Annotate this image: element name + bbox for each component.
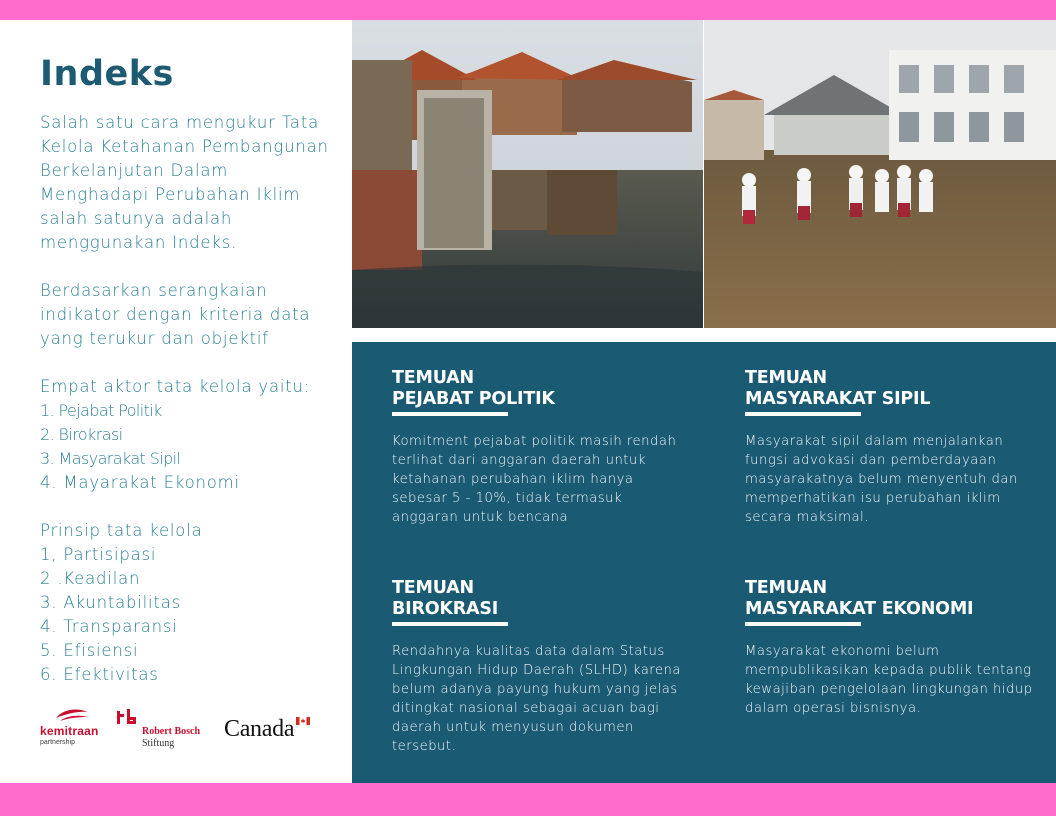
finding-heading-line2: BIROKRASI [392, 599, 499, 619]
bottom-pink-bar [0, 783, 1056, 816]
list-item: 2 .Keadilan [40, 569, 141, 588]
finding-masyarakat-ekonomi [745, 578, 1035, 718]
findings-panel [352, 342, 1056, 783]
heading-underline [392, 412, 508, 416]
heading-underline [745, 622, 861, 626]
finding-heading-line1: TEMUAN [745, 578, 827, 598]
heading-underline [392, 622, 508, 626]
canada-wordmark: Canada [224, 716, 295, 742]
canada-flag-icon [296, 717, 310, 725]
intro-paragraph: Salah satu cara mengukur Tata Kelola Ketahanan Pembangunan Berkelanjutan Dalam Menghadapi Perubahan Iklim salah satunya adalah menggunakan Indeks. [40, 113, 329, 252]
principles-list [40, 543, 330, 687]
finding-heading-line1: TEMUAN [392, 368, 474, 388]
list-item: 1, Partisipasi [40, 545, 157, 564]
kemitraan-sub: partnership [40, 739, 76, 746]
kemitraan-name: kemitraan [40, 724, 99, 738]
bosch-logo [116, 708, 216, 752]
flooded-school-photo [704, 20, 1056, 328]
finding-heading-line1: TEMUAN [745, 368, 827, 388]
list-item: 4. Transparansi [40, 617, 178, 636]
finding-birokrasi [392, 578, 682, 756]
basis-paragraph: Berdasarkan serangkaian indikator dengan kriteria data yang terukur dan objektif [40, 281, 311, 348]
finding-text: Rendahnya kualitas data dalam Status Lingkungan Hidup Daerah (SLHD) karena belum adanya payung hukum yang jelas ditingkat nasional sebagai acuan bagi daerah untuk menyusun dokumen tersebut. [392, 644, 681, 754]
page-title: Indeks [40, 54, 174, 94]
heading-underline [745, 412, 861, 416]
list-item: 4. Mayarakat Ekonomi [40, 473, 240, 492]
canada-logo [224, 716, 314, 746]
partner-logos [40, 704, 330, 754]
list-item: 3. Akuntabilitas [40, 593, 182, 612]
flooded-houses-photo [352, 20, 703, 328]
list-item: 2. Birokrasi [40, 425, 123, 444]
actors-list [40, 399, 330, 495]
finding-text: Komitment pejabat politik masih rendah terlihat dari anggaran daerah untuk ketahanan perubahan iklim hanya sebesar 5 - 10%, tidak termasuk anggaran untuk bencana [392, 434, 677, 525]
actors-heading: Empat aktor tata kelola yaitu: [40, 377, 311, 396]
finding-text: Masyarakat sipil dalam menjalankan fungsi advokasi dan pemberdayaan masyarakatnya belum menyentuh dan memperhatikan isu perubahan iklim secara maksimal. [745, 434, 1018, 525]
finding-heading-line2: PEJABAT POLITIK [392, 389, 555, 409]
bosch-name: Robert Bosch [142, 726, 201, 737]
list-item: 1. Pejabat Politik [40, 401, 162, 420]
list-item: 6. Efektivitas [40, 665, 159, 684]
kemitraan-logo [40, 706, 108, 750]
kemitraan-swoosh-icon [54, 706, 90, 722]
finding-heading-line2: MASYARAKAT EKONOMI [745, 599, 974, 619]
list-item: 3. Masyarakat Sipil [40, 449, 181, 468]
actors-section [40, 375, 330, 495]
photo-strip [352, 20, 1056, 328]
top-pink-bar [0, 0, 1056, 20]
bosch-sub: Stiftung [142, 738, 175, 749]
finding-masyarakat-sipil [745, 368, 1035, 527]
bosch-mark-icon [116, 708, 138, 726]
principles-section [40, 519, 330, 687]
finding-text: Masyarakat ekonomi belum mempublikasikan kepada publik tentang kewajiban pengelolaan lingkungan hidup dalam operasi bisnisnya. [745, 644, 1033, 716]
finding-pejabat-politik [392, 368, 682, 527]
principles-heading: Prinsip tata kelola [40, 521, 203, 540]
finding-heading-line2: MASYARAKAT SIPIL [745, 389, 931, 409]
list-item: 5. Efisiensi [40, 641, 139, 660]
finding-heading-line1: TEMUAN [392, 578, 474, 598]
